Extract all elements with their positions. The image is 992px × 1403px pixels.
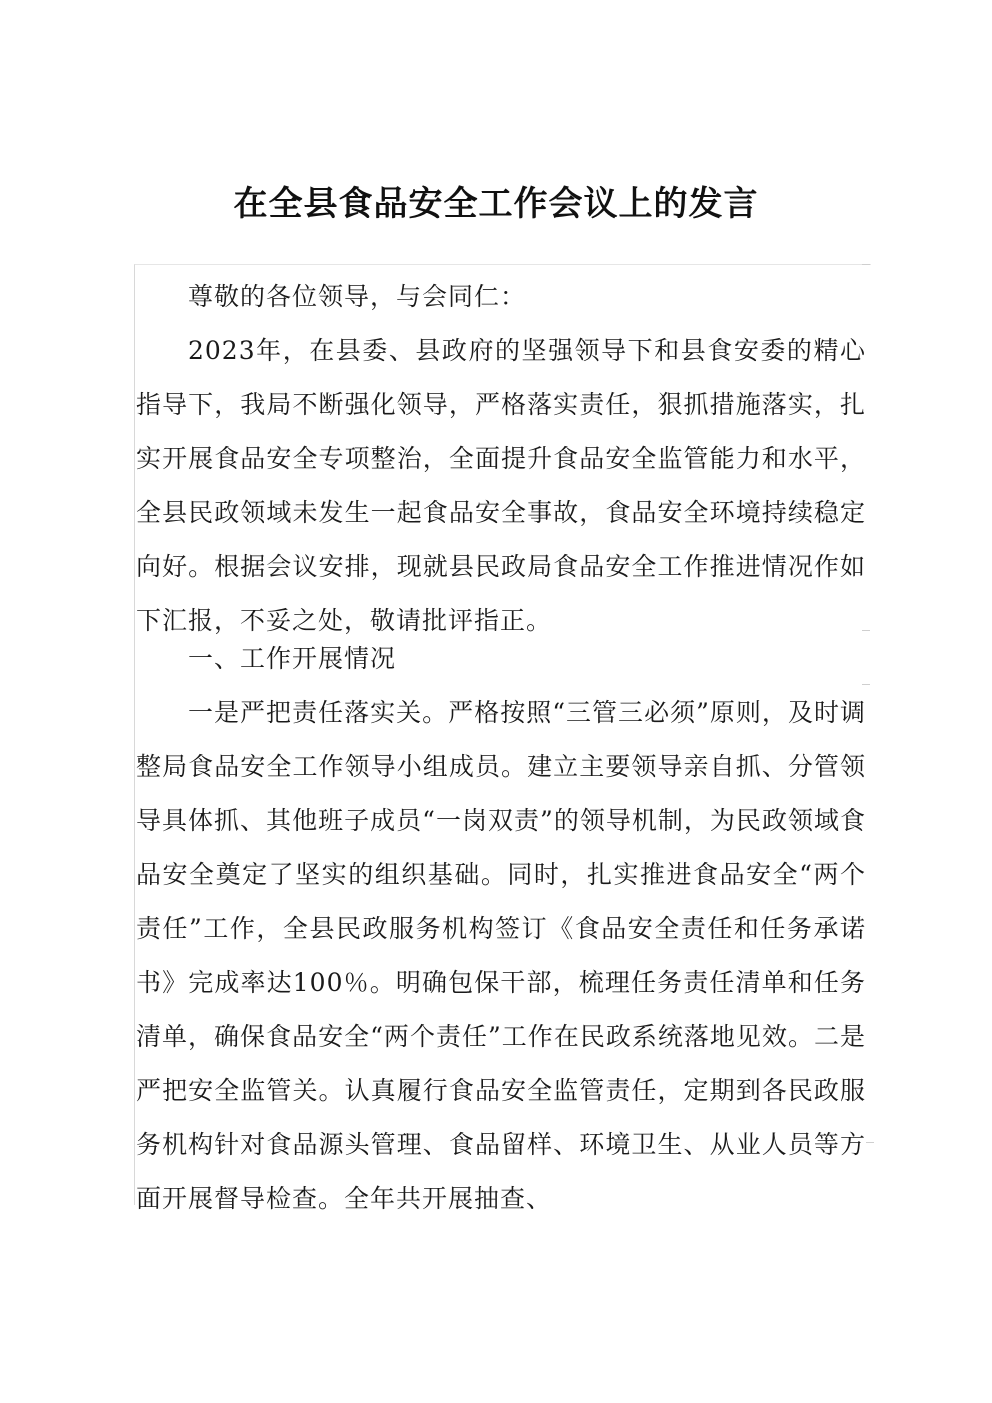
- section-paragraph: 一是严把责任落实关。严格按照“三管三必须”原则，及时调整局食品安全工作领导小组成员。建立主要领导亲自抓、分管领导具体抓、其他班子成员“一岗双责”的领导机制，为民政领域食品安全奠定了坚实的组织基础。同时，扎实推进食品安全“两个责任”工作，全县民政服务机构签订《食品安全责任和任务承诺书》完成率达100％。明确包保干部，梳理任务责任清单和任务清单，确保食品安全“两个责任”工作在民政系统落地见效。二是严把安全监管关。认真履行食品安全监管责任，定期到各民政服务机构针对食品源头管理、食品留样、环境卫生、从业人员等方面开展督导检查。全年共开展抽查、: [136, 698, 866, 1213]
- frame-corner-mark: [862, 264, 870, 265]
- section-heading: 一、工作开展情况: [188, 644, 397, 673]
- salutation-paragraph: 尊敬的各位领导，与会同仁：: [188, 282, 527, 311]
- intro-paragraph: 2023年，在县委、县政府的坚强领导下和县食安委的精心指导下，我局不断强化领导，严格落实责任，狠抓措施落实，扎实开展食品安全专项整治，全面提升食品安全监管能力和水平，全县民政领域未发生一起食品安全事故，食品安全环境持续稳定向好。根据会议安排，现就县民政局食品安全工作推进情况作如下汇报，不妥之处，敬请批评指正。: [136, 336, 866, 635]
- document-title: 在全县食品安全工作会议上的发言: [233, 184, 759, 224]
- frame-corner-mark: [866, 1142, 874, 1143]
